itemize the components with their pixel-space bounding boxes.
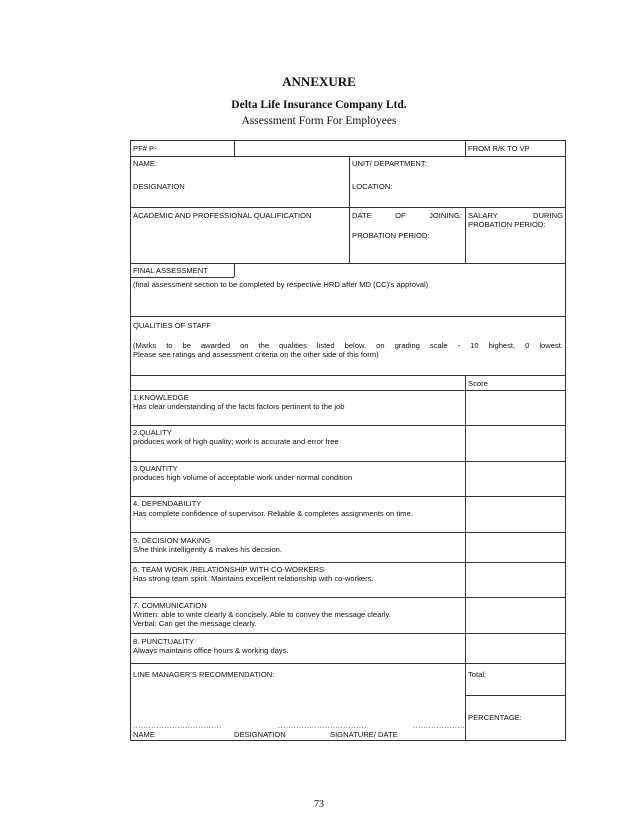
sign-name-label: NAME <box>133 730 155 739</box>
rule <box>349 156 350 263</box>
quality-description: Has strong team spirit. Maintains excellent relationship with co-workers. <box>133 574 374 583</box>
rule <box>234 140 235 156</box>
rule <box>234 263 235 277</box>
quality-description: Has complete confidence of supervisor. Reliable & completes assignments on time. <box>133 509 413 518</box>
quality-title: 8. PUNCTUALITY <box>133 637 195 646</box>
rule <box>130 633 566 634</box>
unit-label: UNIT/ DEPARTMENT: <box>352 159 427 168</box>
score-label: Score <box>468 379 488 388</box>
quality-description: produces high volume of acceptable work under normal condition <box>133 473 353 482</box>
marks-instruction-note: Please see ratings and assessment criteria on the other side of this form) <box>133 350 379 359</box>
signature-date-line: .................... <box>413 721 466 730</box>
sign-designation-label: DESIGNATION <box>234 730 286 739</box>
salary-probation-label: PROBATION PERIOD: <box>468 220 546 229</box>
rule <box>465 375 466 740</box>
qualification-label: ACADEMIC AND PROFESSIONAL QUALIFICATION <box>133 211 312 220</box>
salary-label: SALARY DURING <box>468 211 563 220</box>
page-number: 73 <box>314 799 324 810</box>
quality-description: S/he think intelligently & makes his decision. <box>133 545 282 554</box>
rule <box>565 140 566 740</box>
quality-title: 2.QUALITY <box>133 428 172 437</box>
probation-period-label: PROBATION PERIOD: <box>352 231 430 240</box>
total-label: Total: <box>468 670 487 679</box>
rule <box>130 316 566 317</box>
rule <box>130 390 566 391</box>
rule <box>465 140 466 156</box>
rule <box>130 375 566 376</box>
quality-title: 5. DECISION MAKING <box>133 536 211 545</box>
rule <box>130 532 566 533</box>
page-title: ANNEXURE <box>282 74 356 89</box>
company-name: Delta Life Insurance Company Ltd. <box>231 99 407 111</box>
quality-description: produces work of high quality; work is accurate and error free <box>133 437 339 446</box>
rule <box>465 695 566 696</box>
marks-instruction: (Marks to be awarded on the qualities listed below, on grading scale - 10 highest, 0 lowest. <box>133 341 563 350</box>
quality-description: Written: able to write clearly & concisely. Able to convey the message clearly. <box>133 610 391 619</box>
rule <box>130 207 566 208</box>
rule <box>130 140 131 740</box>
form-subtitle: Assessment Form For Employees <box>241 115 397 127</box>
qualities-label: QUALITIES OF STAFF <box>133 321 211 330</box>
name-label: NAME: <box>133 159 158 168</box>
assessment-form <box>130 140 566 740</box>
name-signature-line: .................................. <box>133 721 222 730</box>
rule <box>130 562 566 563</box>
quality-title: 4. DEPENDABILITY <box>133 499 202 508</box>
date-of-joining-label: DATE OF JOINING: <box>352 211 462 220</box>
location-label: LOCATION: <box>352 182 393 191</box>
rule <box>130 461 566 462</box>
designation-label: DESIGNATION <box>133 182 185 191</box>
sign-signature-label: SIGNATURE/ DATE <box>330 730 398 739</box>
percentage-label: PERCENTAGE: <box>468 713 522 722</box>
quality-title: 6. TEAM WORK /RELATIONSHIP WITH CO-WORKERS <box>133 565 325 574</box>
designation-signature-line: .................................. <box>278 721 367 730</box>
quality-description: Has clear understanding of the facts factors pertinent to the job <box>133 402 345 411</box>
rule <box>130 263 566 264</box>
quality-description-verbal: Verbal: Can get the message clearly. <box>133 619 257 628</box>
rule <box>130 277 234 278</box>
from-label: FROM R/K TO VP <box>468 144 530 153</box>
quality-description: Always maintains office hours & working days. <box>133 646 289 655</box>
quality-title: 3.QUANTITY <box>133 464 178 473</box>
rule <box>465 207 466 263</box>
rule <box>130 425 566 426</box>
rule <box>130 740 566 741</box>
rule <box>130 597 566 598</box>
rule <box>130 663 566 664</box>
quality-title: 7. COMMUNICATION <box>133 601 207 610</box>
rule <box>130 156 566 157</box>
final-assessment-note: (final assessment section to be completed by respective HRD after MD (CC)'s approval) <box>133 280 429 289</box>
rule <box>130 140 566 141</box>
rule <box>130 496 566 497</box>
recommendation-label: LINE MANAGER'S RECOMMENDATION: <box>133 670 275 679</box>
final-assessment-label: FINAL ASSESSMENT <box>133 266 208 275</box>
quality-title: 1.KNOWLEDGE <box>133 393 189 402</box>
pf-label: PF# P- <box>133 144 157 153</box>
